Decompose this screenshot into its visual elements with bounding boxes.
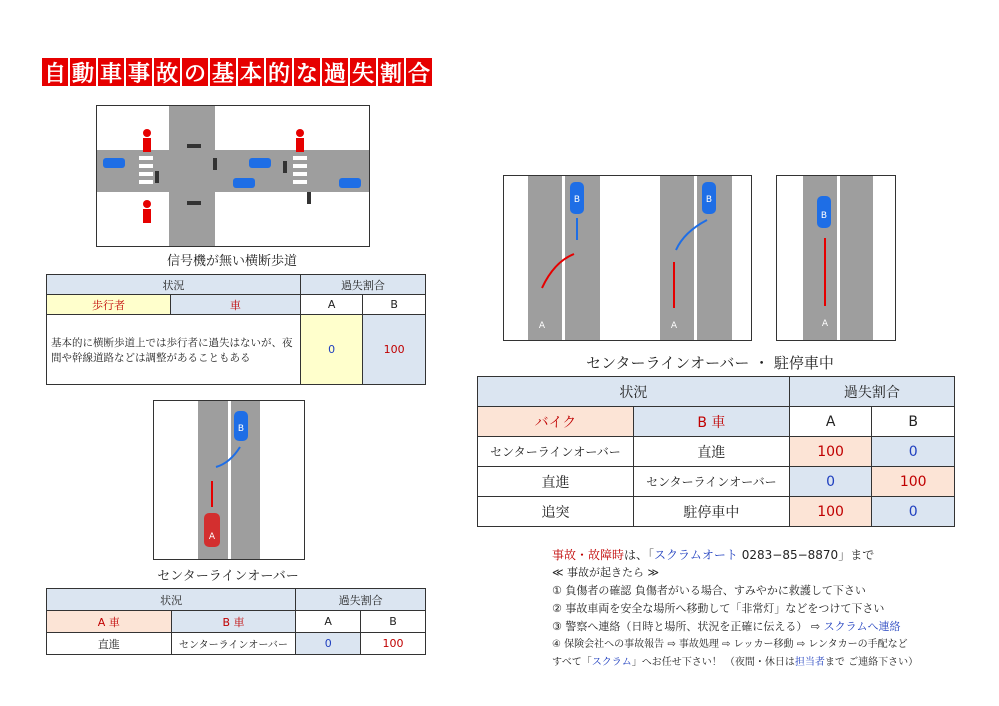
contact-scrum: スクラムへ連絡 <box>823 620 901 633</box>
col-a-car: A 車 <box>47 611 172 633</box>
title-char: 故 <box>154 58 180 86</box>
col-car: 車 <box>170 295 300 315</box>
title-char: 本 <box>238 58 264 86</box>
bike-a-label: A <box>670 321 678 331</box>
col-b-car: B 車 <box>633 407 789 437</box>
title-char: 自 <box>42 58 68 86</box>
title-char: の <box>182 58 208 86</box>
row-a-action: センターラインオーバー <box>478 437 634 467</box>
title-char: 過 <box>322 58 348 86</box>
intersection-illustration <box>97 106 369 246</box>
scene1-caption: 信号機が無い横断歩道 <box>166 254 297 269</box>
step-1: ① 負傷者の確認 負傷者がいる場合、すみやかに救護して下さい <box>552 584 866 597</box>
step-3 <box>552 618 972 636</box>
col-pedestrian: 歩行者 <box>47 295 171 315</box>
motorcycle-diagram <box>503 175 752 341</box>
title-char: 動 <box>70 58 96 86</box>
phone-number: 0283−85−8870」まで <box>737 548 875 562</box>
header-ratio: 過失割合 <box>789 377 954 407</box>
row-a-action: 直進 <box>47 633 172 655</box>
step-2: ② 事故車両を安全な場所へ移動して「非常灯」などをつけて下さい <box>552 602 885 615</box>
sub-a: A <box>789 407 872 437</box>
company-name: スクラムオート <box>654 548 738 562</box>
header-status: 状況 <box>478 377 790 407</box>
row-b-action: 直進 <box>633 437 789 467</box>
ratio-a: 100 <box>789 497 872 527</box>
fault-table-pedestrian <box>46 274 426 385</box>
ratio-a: 0 <box>296 633 361 655</box>
title-char: 車 <box>98 58 124 86</box>
title-char: 失 <box>350 58 376 86</box>
sub-a: A <box>296 611 361 633</box>
parked-car-diagram <box>776 175 896 341</box>
row-a-action: 直進 <box>478 467 634 497</box>
title-char: な <box>294 58 320 86</box>
fault-table-centerline <box>46 588 426 655</box>
fault-table-motorcycle <box>477 376 955 527</box>
emergency-label: 事故・故障時 <box>552 548 625 562</box>
title-char: 基 <box>210 58 236 86</box>
road-illustration <box>504 176 751 340</box>
header-status: 状況 <box>47 589 296 611</box>
text: は、「 <box>624 548 655 562</box>
sub-a: A <box>300 295 362 315</box>
ratio-b: 100 <box>363 315 426 385</box>
car-a-label: A <box>208 532 216 542</box>
car-b-label: B <box>705 195 713 205</box>
text: ③ 警察へ連絡（日時と場所、状況を正確に伝える） ⇨ <box>552 620 824 633</box>
col-motorcycle: バイク <box>478 407 634 437</box>
title-char: 合 <box>406 58 432 86</box>
text: まで ご連絡下さい） <box>824 657 919 668</box>
step-4-cont <box>552 654 972 672</box>
title-char: 割 <box>378 58 404 86</box>
header-ratio: 過失割合 <box>300 275 425 295</box>
row-b-action: センターラインオーバー <box>633 467 789 497</box>
header-ratio: 過失割合 <box>296 589 426 611</box>
contact-line <box>552 546 972 564</box>
car-b-label: B <box>820 211 828 221</box>
text: すべて「 <box>552 657 592 668</box>
row-a-action: 追突 <box>478 497 634 527</box>
ratio-b: 0 <box>872 497 955 527</box>
ratio-b: 100 <box>361 633 426 655</box>
crosswalk-diagram <box>96 105 370 247</box>
person-in-charge: 担当者 <box>794 657 825 668</box>
ratio-a: 100 <box>789 437 872 467</box>
bike-a-label: A <box>821 319 829 329</box>
step-4: ④ 保険会社への事故報告 ⇨ 事故処理 ⇨ レッカー移動 ⇨ レンタカーの手配など <box>552 639 908 650</box>
contact-notes <box>552 546 972 672</box>
scene2-caption: センターラインオーバー <box>157 569 299 584</box>
centerline-diagram <box>153 400 305 560</box>
sub-b: B <box>361 611 426 633</box>
sub-b: B <box>363 295 426 315</box>
bike-a-label: A <box>538 321 546 331</box>
row-b-action: 駐停車中 <box>633 497 789 527</box>
title-char: 事 <box>126 58 152 86</box>
ratio-a: 0 <box>300 315 362 385</box>
car-b-label: B <box>237 424 245 434</box>
col-b-car: B 車 <box>171 611 296 633</box>
page-title <box>42 58 432 86</box>
road-illustration <box>154 401 304 559</box>
row-b-action: センターラインオーバー <box>171 633 296 655</box>
title-char: 的 <box>266 58 292 86</box>
notes-subheading: ≪ 事故が起きたら ≫ <box>552 566 660 579</box>
road-illustration <box>777 176 895 340</box>
text: 」へお任せ下さい！ （夜間・休日は <box>631 657 795 668</box>
header-status: 状況 <box>47 275 301 295</box>
scrum-name: スクラム <box>591 657 632 668</box>
ratio-b: 0 <box>872 437 955 467</box>
car-b-label: B <box>573 195 581 205</box>
ratio-a: 0 <box>789 467 872 497</box>
sub-b: B <box>872 407 955 437</box>
row-description: 基本的に横断歩道上では歩行者に過失はないが、夜間や幹線道路などは調整があることもある <box>47 315 301 385</box>
ratio-b: 100 <box>872 467 955 497</box>
scene3-caption: センターラインオーバー ・ 駐停車中 <box>586 354 834 372</box>
